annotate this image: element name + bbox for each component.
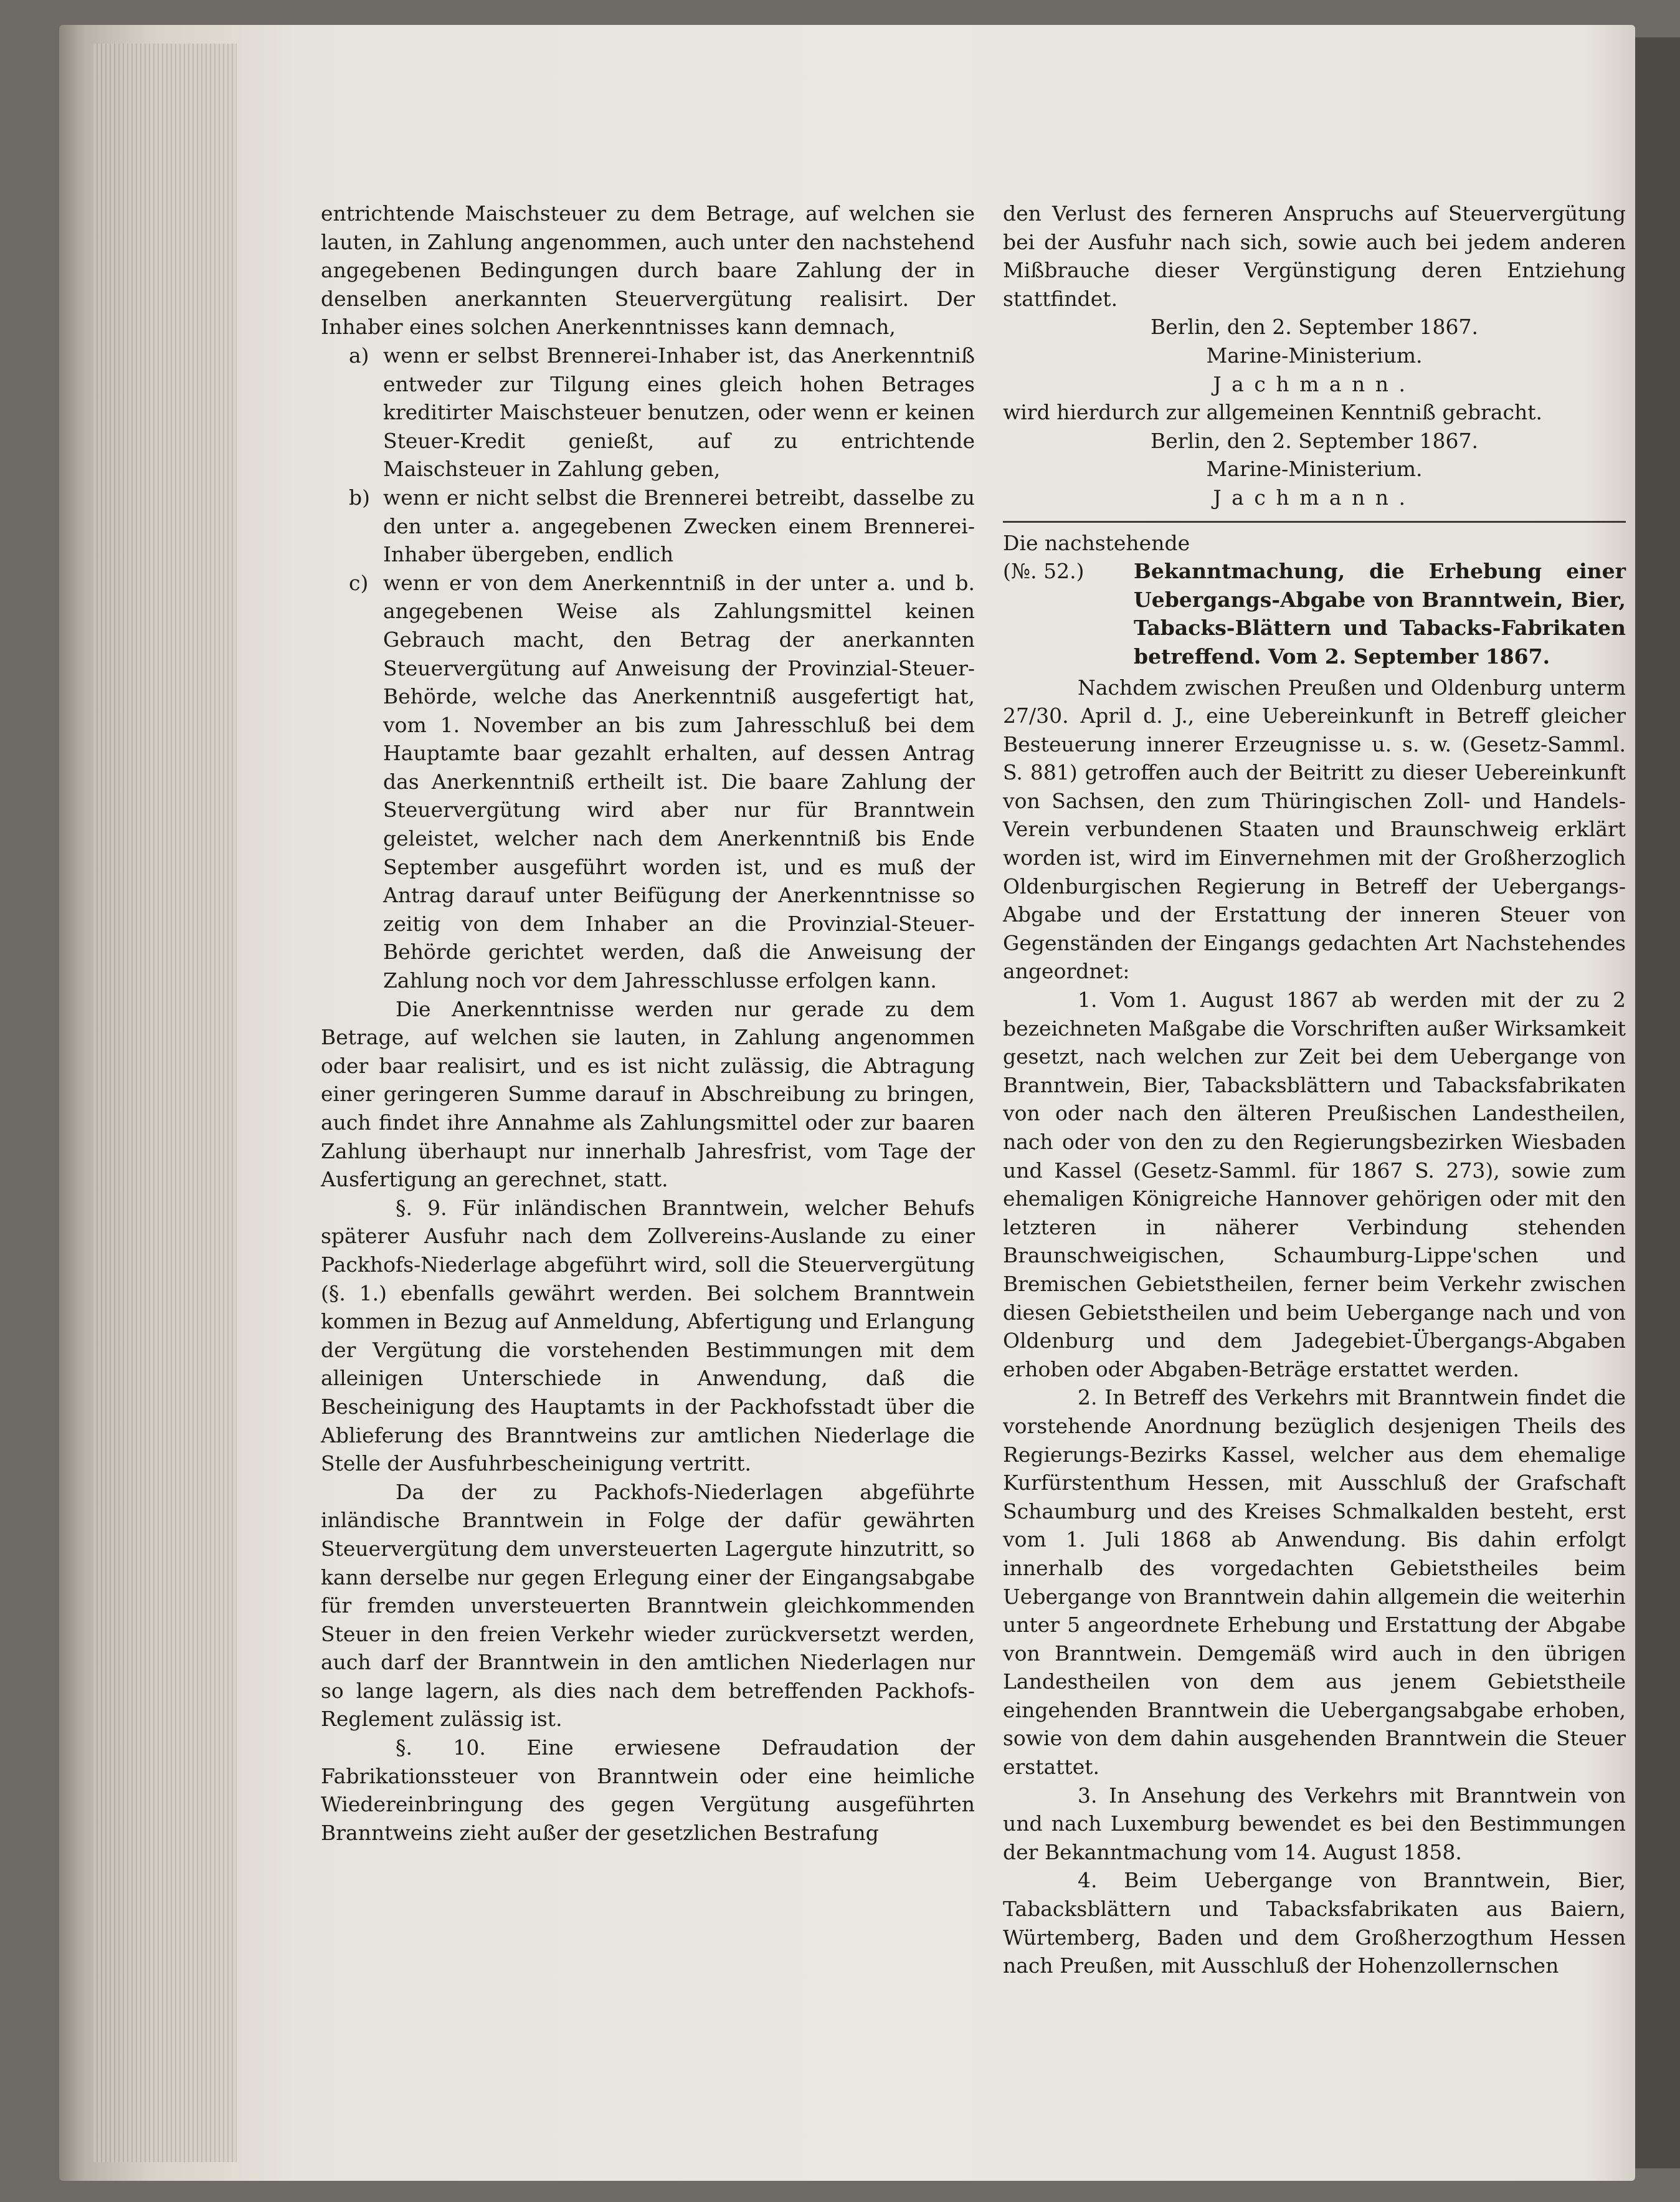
left-column: [321, 199, 975, 1847]
continuation-paragraph: den Verlust des ferneren Anspruchs auf Steuervergütung bei der Ausfuhr nach sich, sowie auch bei jedem anderen Mißbrauche dieser Vergünstigung deren Entziehung stattfindet.: [1003, 201, 1626, 311]
paragraph: Da der zu Packhofs-Niederlagen abgeführte inländische Branntwein in Folge der dafür gewährten Steuervergütung dem unversteuerten Lagergute hinzutritt, so kann derselbe nur gegen Erlegung einer der Eingangsabgabe für fremden unversteuerten Branntwein gleichkommenden Steuer in den freien Verkehr wieder zurückversetzt werden, auch darf der Branntwein in den amtlichen Niederlagen nur so lange lagern, als dies nach dem betreffenden Packhofs-Reglement zulässig ist.: [321, 1479, 975, 1732]
notice-title: Bekanntmachung, die Erhebung einer Uebergangs-Abgabe von Branntwein, Bier, Tabacks-Blättern und Tabacks-Fabrikaten betreffend. Vom 2. September 1867.: [1134, 559, 1626, 669]
right-column: [1003, 199, 1626, 1980]
numbered-paragraph-2: 2. In Betreff des Verkehrs mit Branntwein findet die vorstehende Anordnung bezüglich desjenigen Theils des Regierungs-Bezirks Kassel, welcher aus dem ehemalige Kurfürstenthum Hessen, mit Ausschluß der Grafschaft Schaumburg und des Kreises Schmalkalden besteht, erst vom 1. Juli 1868 ab Anwendung. Bis dahin erfolgt innerhalb des vorgedachten Gebietstheiles beim Uebergange von Branntwein dahin allgemein die weiterhin unter 5 angeordnete Erhebung und Erstattung der Abgabe von Branntwein. Demgemäß wird auch in den übrigen Landestheilen von dem aus jenem Gebietstheile eingehenden Branntwein die Uebergangsabgabe erhoben, sowie von dem dahin ausgehenden Branntwein die Steuer erstattet.: [1003, 1385, 1626, 1780]
paragraph: Die Anerkenntnisse werden nur gerade zu dem Betrage, auf welchen sie lauten, in Zahlung angenommen oder baar realisirt, und es ist nicht zulässig, die Abtragung einer geringeren Summe darauf in Abschreibung zu bringen, auch findet ihre Annahme als Zahlungsmittel oder zur baaren Zahlung überhaupt nur innerhalb Jahresfrist, vom Tage der Ausfertigung an gerechnet, statt.: [321, 996, 975, 1192]
list-item-text: wenn er nicht selbst die Brennerei betreibt, dasselbe zu den unter a. angegebenen Zwecken einem Brennerei-Inhaber übergeben, endlich: [383, 485, 975, 567]
date-line: Berlin, den 2. September 1867.: [1150, 428, 1478, 453]
list-item-a: [321, 341, 975, 484]
paragraph: Nachdem zwischen Preußen und Oldenburg unterm 27/30. April d. J., eine Uebereinkunft in Betreff gleicher Besteuerung innerer Erzeugnisse u. s. w. (Gesetz-Samml. S. 881) getroffen auch der Beitritt zu dieser Uebereinkunft von Sachsen, den zum Thüringischen Zoll- und Handels-Verein verbundenen Staaten und Braunschweig erklärt worden ist, wird im Einvernehmen mit der Großherzoglich Oldenburgischen Regierung in Betreff der Uebergangs-Abgabe und der Erstattung der inneren Steuer von Gegenständen der Eingangs gedachten Art Nachstehendes angeordnet:: [1003, 675, 1626, 984]
notice-heading: [1003, 557, 1626, 670]
ministry-line: Marine-Ministerium.: [1206, 343, 1423, 368]
section-10-paragraph: §. 10. Eine erwiesene Defraudation der Fabrikationssteuer von Branntwein oder eine heimliche Wiedereinbringung des gegen Vergütung ausgeführten Branntweins zieht außer der gesetzlichen Bestrafung: [321, 1735, 975, 1845]
numbered-paragraph-4: 4. Beim Uebergange von Branntwein, Bier, Tabacksblättern und Tabacksfabrikaten aus Baiern, Würtemberg, Baden und dem Großherzogthum Hessen nach Preußen, mit Ausschluß der Hohenzollernschen: [1003, 1868, 1626, 1978]
numbered-paragraph-1: 1. Vom 1. August 1867 ab werden mit der zu 2 bezeichneten Maßgabe die Vorschriften außer Wirksamkeit gesetzt, nach welchen zur Zeit bei dem Uebergange von Branntwein, Bier, Tabacksblättern und Tabacksfabrikaten von oder nach den älteren Preußischen Landestheilen, nach oder von den zu den Regierungsbezirken Wiesbaden und Kassel (Gesetz-Samml. für 1867 S. 273), sowie zum ehemaligen Königreiche Hannover gehörigen oder mit den letzteren in näherer Verbindung stehenden Braunschweigischen, Schaumburg-Lippe'schen und Bremischen Gebietstheilen, ferner beim Verkehr zwischen diesen Gebietstheilen und beim Uebergange nach und von Oldenburg und dem Jadegebiet-Übergangs-Abgaben erhoben oder Abgaben-Beträge erstattet werden.: [1003, 988, 1626, 1381]
list-item-c: [321, 569, 975, 995]
continuation-paragraph: entrichtende Maischsteuer zu dem Betrage, auf welchen sie lauten, in Zahlung angenommen, auch unter den nachstehend angegebenen Bedingungen durch baare Zahlung der in denselben anerkannten Steuervergütung realisirt. Der Inhaber eines solchen Anerkenntnisses kann demnach,: [321, 201, 975, 340]
section-9-paragraph: §. 9. Für inländischen Branntwein, welcher Behufs späterer Ausfuhr nach dem Zollvereins-Auslande zu einer Packhofs-Niederlage abgeführt wird, soll die Steuervergütung (§. 1.) ebenfalls gewährt werden. Bei solchem Branntwein kommen in Bezug auf Anmeldung, Abfertigung und Erlangung der Vergütung die vorstehenden Bestimmungen mit dem alleinigen Unterschiede in Anwendung, daß die Bescheinigung des Hauptamts in der Packhofsstadt über die Ablieferung des Branntweins zur amtlichen Niederlage die Stelle der Ausfuhrbescheinigung vertritt.: [321, 1195, 975, 1476]
numbered-paragraph-3: 3. In Ansehung des Verkehrs mit Branntwein von und nach Luxemburg bewendet es bei den Bestimmungen der Bekanntmachung vom 14. August 1858.: [1003, 1783, 1626, 1864]
notice-lead: Die nachstehende: [1003, 530, 1190, 555]
list-marker: a): [349, 343, 369, 368]
notice-number: (№. 52.): [1003, 559, 1084, 584]
date-line: Berlin, den 2. September 1867.: [1150, 315, 1478, 340]
publication-note: wird hierdurch zur allgemeinen Kenntniß gebracht.: [1003, 400, 1543, 425]
ministry-line: Marine-Ministerium.: [1206, 457, 1423, 482]
divider: [1003, 521, 1626, 523]
page-edges: [93, 44, 237, 2162]
signature: Jachmann.: [1213, 485, 1416, 510]
list-item-b: [321, 484, 975, 569]
signature: Jachmann.: [1213, 371, 1416, 396]
list-item-text: wenn er von dem Anerkenntniß in der unter a. und b. angegebenen Weise als Zahlungsmittel keinen Gebrauch macht, den Betrag der anerkannten Steuervergütung auf Anweisung der Provinzial-Steuer-Behörde, welche das Anerkenntniß ausgefertigt hat, vom 1. November an bis zum Jahresschluß bei dem Hauptamte baar gezahlt erhalten, auf dessen Antrag das Anerkenntniß ertheilt ist. Die baare Zahlung der Steuervergütung wird aber nur für Branntwein geleistet, welcher nach dem Anerkenntniß bis Ende September ausgeführt worden ist, und es muß der Antrag darauf unter Beifügung der Anerkenntnisse so zeitig von dem Inhaber an die Provinzial-Steuer-Behörde gerichtet werden, daß die Anweisung der Zahlung noch vor dem Jahresschlusse erfolgen kann.: [383, 570, 975, 993]
list-marker: b): [349, 485, 370, 510]
list-item-text: wenn er selbst Brennerei-Inhaber ist, das Anerkenntniß entweder zur Tilgung eines gleich hohen Betrages kreditirter Maischsteuer benutzen, oder wenn er keinen Steuer-Kredit genießt, auf zu entrichtende Maischsteuer in Zahlung geben,: [383, 343, 975, 482]
list-marker: c): [349, 570, 369, 595]
facing-page-edge: [1635, 37, 1680, 2168]
